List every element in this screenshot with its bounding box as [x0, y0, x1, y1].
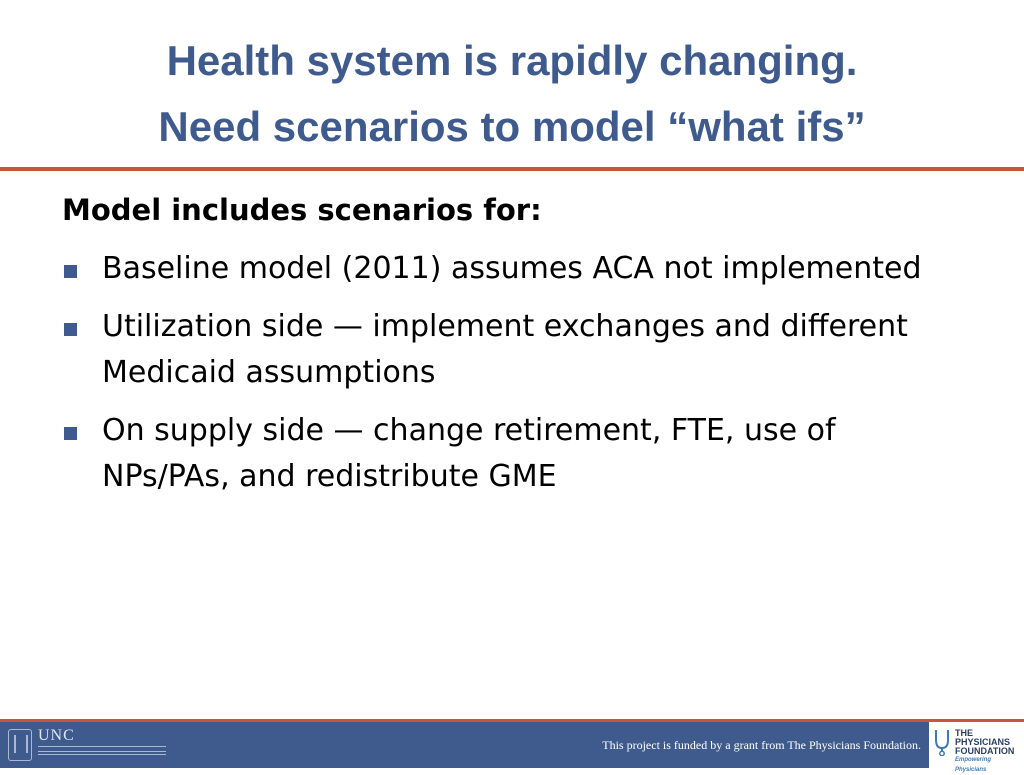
- bullet-text-continued: Medicaid assumptions: [102, 355, 436, 390]
- bullet-text: Baseline model (2011) assumes ACA not implemented: [102, 251, 922, 286]
- bullet-text: On supply side — change retirement, FTE, use of: [102, 413, 836, 448]
- slide-title: [0, 28, 1024, 160]
- stethoscope-icon: [933, 728, 951, 756]
- unc-logo: [8, 727, 168, 763]
- pf-logo-line-1: THE: [955, 728, 973, 738]
- unc-logo-text: UNC: [38, 727, 75, 744]
- physicians-foundation-logo: [929, 722, 1024, 773]
- slide-body: [62, 188, 992, 512]
- unc-logo-subtext-lines: [38, 746, 166, 752]
- pf-logo-tagline: Empowering Physicians: [955, 757, 992, 773]
- bullet-text: Utilization side — implement exchanges and different: [102, 309, 908, 344]
- bullet-item-supply: [62, 408, 992, 500]
- bullet-list: [62, 246, 992, 500]
- title-line-1: Health system is rapidly changing.: [166, 37, 858, 84]
- footer-bar: [0, 722, 1024, 773]
- title-divider: [0, 167, 1024, 171]
- bullet-item-utilization: [62, 304, 992, 396]
- bullet-text-continued: NPs/PAs, and redistribute GME: [102, 459, 557, 494]
- unc-logo-subtext-line: [38, 754, 166, 757]
- pf-logo-line-2: PHYSICIANS: [955, 737, 1011, 747]
- square-bullet-icon: [64, 427, 77, 440]
- unc-seal-icon: [8, 729, 32, 761]
- square-bullet-icon: [64, 323, 77, 336]
- square-bullet-icon: [64, 265, 77, 278]
- pf-logo-line-3: FOUNDATION: [955, 746, 1015, 756]
- funding-note: This project is funded by a grant from The Physicians Foundation.: [602, 738, 921, 752]
- bullet-item-baseline: [62, 246, 992, 292]
- title-line-2: Need scenarios to model “what ifs”: [158, 103, 866, 150]
- lead-text: Model includes scenarios for:: [62, 193, 542, 227]
